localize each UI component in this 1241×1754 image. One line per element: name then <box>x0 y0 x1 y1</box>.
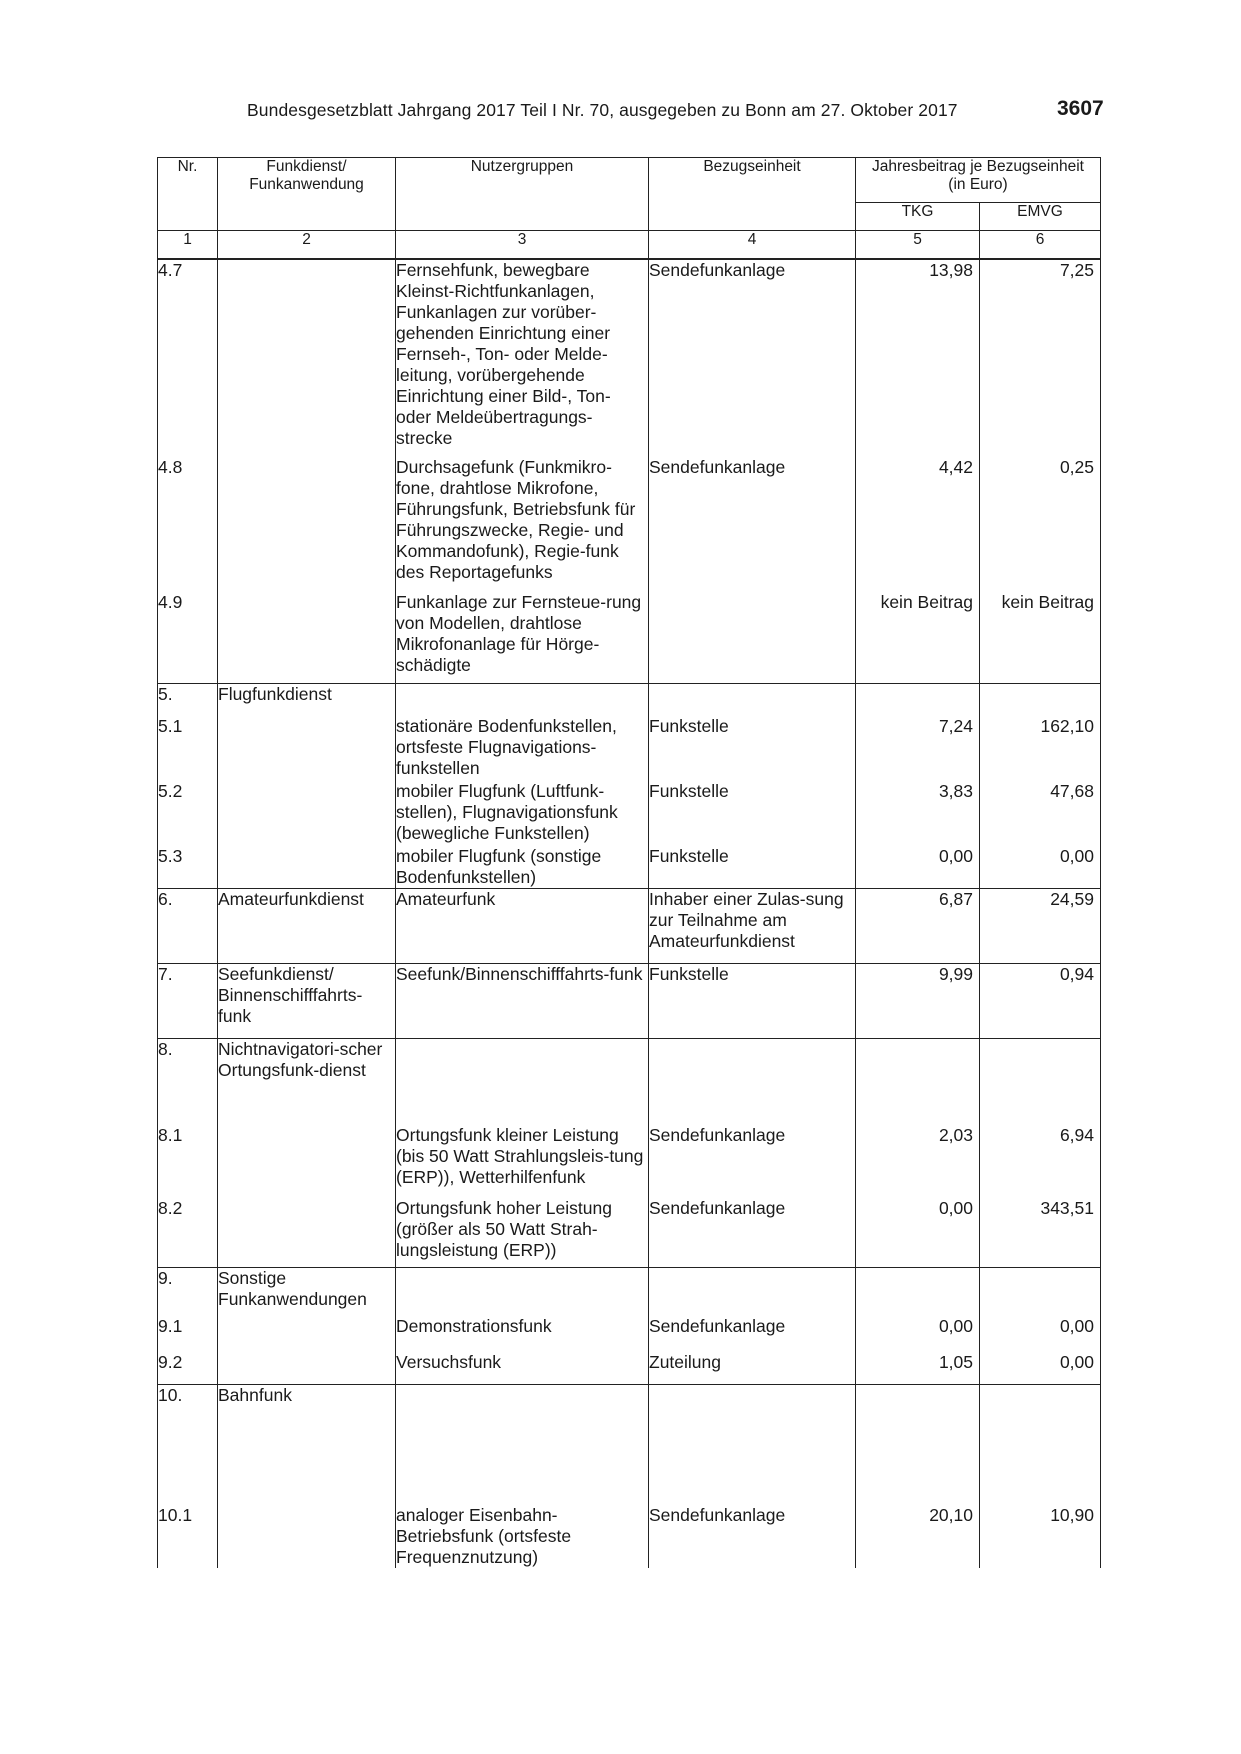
row-funkdienst <box>218 716 396 781</box>
row-funkdienst: Flugfunkdienst <box>218 684 396 717</box>
row-tkg: 7,24 <box>856 716 980 781</box>
row-nr: 6. <box>158 889 218 964</box>
row-tkg: 3,83 <box>856 781 980 846</box>
column-number: 4 <box>649 231 856 260</box>
row-nutzergruppen: Durchsagefunk (Funkmikro-fone, drahtlose Mikrofone, Führungsfunk, Betriebsfunk für Führungszwecke, Regie- und Kommandofunk), Regie-funk des Reportagefunks <box>396 457 649 592</box>
row-funkdienst <box>218 1198 396 1268</box>
table-row <box>158 457 1101 592</box>
row-emvg: 47,68 <box>980 781 1101 846</box>
row-bezugseinheit <box>649 1039 856 1126</box>
header-emvg: EMVG <box>980 203 1101 231</box>
table-row <box>158 846 1101 889</box>
row-funkdienst <box>218 1505 396 1568</box>
table-row <box>158 1505 1101 1568</box>
row-nutzergruppen: analoger Eisenbahn-Betriebsfunk (ortsfeste Frequenznutzung) <box>396 1505 649 1568</box>
row-funkdienst <box>218 457 396 592</box>
row-nr: 10.1 <box>158 1505 218 1568</box>
row-nr: 8. <box>158 1039 218 1126</box>
row-bezugseinheit <box>649 1385 856 1506</box>
row-tkg: 0,00 <box>856 1316 980 1352</box>
row-tkg <box>856 1039 980 1126</box>
row-nr: 7. <box>158 964 218 1039</box>
table-row <box>158 592 1101 684</box>
header-tkg: TKG <box>856 203 980 231</box>
table-row <box>158 259 1101 457</box>
row-tkg <box>856 684 980 717</box>
column-number: 1 <box>158 231 218 260</box>
table-row <box>158 1352 1101 1385</box>
row-funkdienst: Seefunkdienst/ Binnenschifffahrts-funk <box>218 964 396 1039</box>
table-row <box>158 1385 1101 1506</box>
header-funkdienst: Funkdienst/ Funkanwendung <box>218 158 396 231</box>
column-number: 2 <box>218 231 396 260</box>
row-emvg <box>980 684 1101 717</box>
table-row <box>158 889 1101 964</box>
row-nr: 5. <box>158 684 218 717</box>
row-tkg: kein Beitrag <box>856 592 980 684</box>
row-bezugseinheit: Sendefunkanlage <box>649 1316 856 1352</box>
row-bezugseinheit <box>649 684 856 717</box>
row-bezugseinheit: Sendefunkanlage <box>649 1198 856 1268</box>
row-funkdienst <box>218 1125 396 1198</box>
row-bezugseinheit: Sendefunkanlage <box>649 1505 856 1568</box>
row-tkg: 9,99 <box>856 964 980 1039</box>
row-nr: 4.8 <box>158 457 218 592</box>
row-funkdienst <box>218 1316 396 1352</box>
table-row <box>158 684 1101 717</box>
row-nutzergruppen: mobiler Flugfunk (sonstige Bodenfunkstellen) <box>396 846 649 889</box>
header-nr: Nr. <box>158 158 218 231</box>
table-row <box>158 1268 1101 1317</box>
row-bezugseinheit: Funkstelle <box>649 781 856 846</box>
row-nr: 10. <box>158 1385 218 1506</box>
row-funkdienst <box>218 781 396 846</box>
row-emvg <box>980 1039 1101 1126</box>
row-funkdienst <box>218 592 396 684</box>
table-row <box>158 1198 1101 1268</box>
row-bezugseinheit: Sendefunkanlage <box>649 1125 856 1198</box>
header-nutzergruppen: Nutzergruppen <box>396 158 649 231</box>
column-number: 3 <box>396 231 649 260</box>
row-bezugseinheit: Sendefunkanlage <box>649 457 856 592</box>
row-nutzergruppen: Versuchsfunk <box>396 1352 649 1385</box>
row-tkg: 1,05 <box>856 1352 980 1385</box>
row-nr: 4.7 <box>158 259 218 457</box>
row-tkg <box>856 1385 980 1506</box>
row-nr: 8.2 <box>158 1198 218 1268</box>
table-row <box>158 1125 1101 1198</box>
page-number: 3607 <box>1057 97 1104 120</box>
row-emvg: 10,90 <box>980 1505 1101 1568</box>
row-nutzergruppen: stationäre Bodenfunkstellen, ortsfeste Flugnavigations-funkstellen <box>396 716 649 781</box>
table-row <box>158 964 1101 1039</box>
row-nr: 4.9 <box>158 592 218 684</box>
row-tkg: 20,10 <box>856 1505 980 1568</box>
row-emvg: 0,25 <box>980 457 1101 592</box>
header-bezugseinheit: Bezugseinheit <box>649 158 856 231</box>
table-row <box>158 716 1101 781</box>
row-funkdienst <box>218 259 396 457</box>
row-bezugseinheit: Sendefunkanlage <box>649 259 856 457</box>
row-nr: 9.2 <box>158 1352 218 1385</box>
row-emvg <box>980 1268 1101 1317</box>
row-nutzergruppen: Demonstrationsfunk <box>396 1316 649 1352</box>
row-nr: 5.3 <box>158 846 218 889</box>
row-nutzergruppen <box>396 1385 649 1506</box>
row-tkg: 2,03 <box>856 1125 980 1198</box>
row-nr: 5.2 <box>158 781 218 846</box>
row-funkdienst: Sonstige Funkanwendungen <box>218 1268 396 1317</box>
row-emvg: 162,10 <box>980 716 1101 781</box>
row-tkg <box>856 1268 980 1317</box>
row-emvg: 0,94 <box>980 964 1101 1039</box>
row-funkdienst <box>218 846 396 889</box>
header-jahresbeitrag: Jahresbeitrag je Bezugseinheit (in Euro) <box>856 158 1101 203</box>
row-nutzergruppen <box>396 1039 649 1126</box>
row-nutzergruppen: mobiler Flugfunk (Luftfunk-stellen), Flugnavigationsfunk (bewegliche Funkstellen) <box>396 781 649 846</box>
row-bezugseinheit: Zuteilung <box>649 1352 856 1385</box>
header-title: Bundesgesetzblatt Jahrgang 2017 Teil I Nr. 70, ausgegeben zu Bonn am 27. Oktober 2017 <box>247 100 958 120</box>
column-number: 5 <box>856 231 980 260</box>
table-body <box>158 259 1101 1568</box>
row-emvg: 7,25 <box>980 259 1101 457</box>
row-emvg: 343,51 <box>980 1198 1101 1268</box>
row-nutzergruppen: Fernsehfunk, bewegbare Kleinst-Richtfunkanlagen, Funkanlagen zur vorüber-gehenden Einrichtung einer Fernseh-, Ton- oder Melde-leitung, vorübergehende Einrichtung einer Bild-, Ton- oder Meldeübertragungs-strecke <box>396 259 649 457</box>
row-bezugseinheit <box>649 1268 856 1317</box>
row-funkdienst: Amateurfunkdienst <box>218 889 396 964</box>
row-bezugseinheit: Funkstelle <box>649 846 856 889</box>
row-emvg: kein Beitrag <box>980 592 1101 684</box>
row-emvg: 0,00 <box>980 1352 1101 1385</box>
row-tkg: 13,98 <box>856 259 980 457</box>
row-tkg: 0,00 <box>856 846 980 889</box>
row-nutzergruppen: Ortungsfunk kleiner Leistung (bis 50 Watt Strahlungsleis-tung (ERP)), Wetterhilfenfunk <box>396 1125 649 1198</box>
row-bezugseinheit <box>649 592 856 684</box>
column-number: 6 <box>980 231 1101 260</box>
table-header <box>158 158 1101 260</box>
row-emvg: 6,94 <box>980 1125 1101 1198</box>
row-nr: 9.1 <box>158 1316 218 1352</box>
row-nutzergruppen: Ortungsfunk hoher Leistung (größer als 50 Watt Strah-lungsleistung (ERP)) <box>396 1198 649 1268</box>
row-nutzergruppen <box>396 684 649 717</box>
row-nutzergruppen: Funkanlage zur Fernsteue-rung von Modellen, drahtlose Mikrofonanlage für Hörge-schädigte <box>396 592 649 684</box>
row-bezugseinheit: Funkstelle <box>649 716 856 781</box>
row-nutzergruppen: Seefunk/Binnenschifffahrts-funk <box>396 964 649 1039</box>
row-bezugseinheit: Inhaber einer Zulas-sung zur Teilnahme am Amateurfunkdienst <box>649 889 856 964</box>
row-emvg: 0,00 <box>980 1316 1101 1352</box>
row-tkg: 4,42 <box>856 457 980 592</box>
row-tkg: 6,87 <box>856 889 980 964</box>
row-tkg: 0,00 <box>856 1198 980 1268</box>
row-nutzergruppen: Amateurfunk <box>396 889 649 964</box>
table-row <box>158 781 1101 846</box>
page-header <box>0 97 1241 130</box>
table-row <box>158 1039 1101 1126</box>
row-emvg: 24,59 <box>980 889 1101 964</box>
row-funkdienst <box>218 1352 396 1385</box>
fee-table <box>157 157 1101 1568</box>
row-emvg: 0,00 <box>980 846 1101 889</box>
row-bezugseinheit: Funkstelle <box>649 964 856 1039</box>
row-nr: 9. <box>158 1268 218 1317</box>
row-nutzergruppen <box>396 1268 649 1317</box>
table-row <box>158 1316 1101 1352</box>
row-funkdienst: Bahnfunk <box>218 1385 396 1506</box>
row-funkdienst: Nichtnavigatori-scher Ortungsfunk-dienst <box>218 1039 396 1126</box>
row-nr: 8.1 <box>158 1125 218 1198</box>
row-emvg <box>980 1385 1101 1506</box>
row-nr: 5.1 <box>158 716 218 781</box>
